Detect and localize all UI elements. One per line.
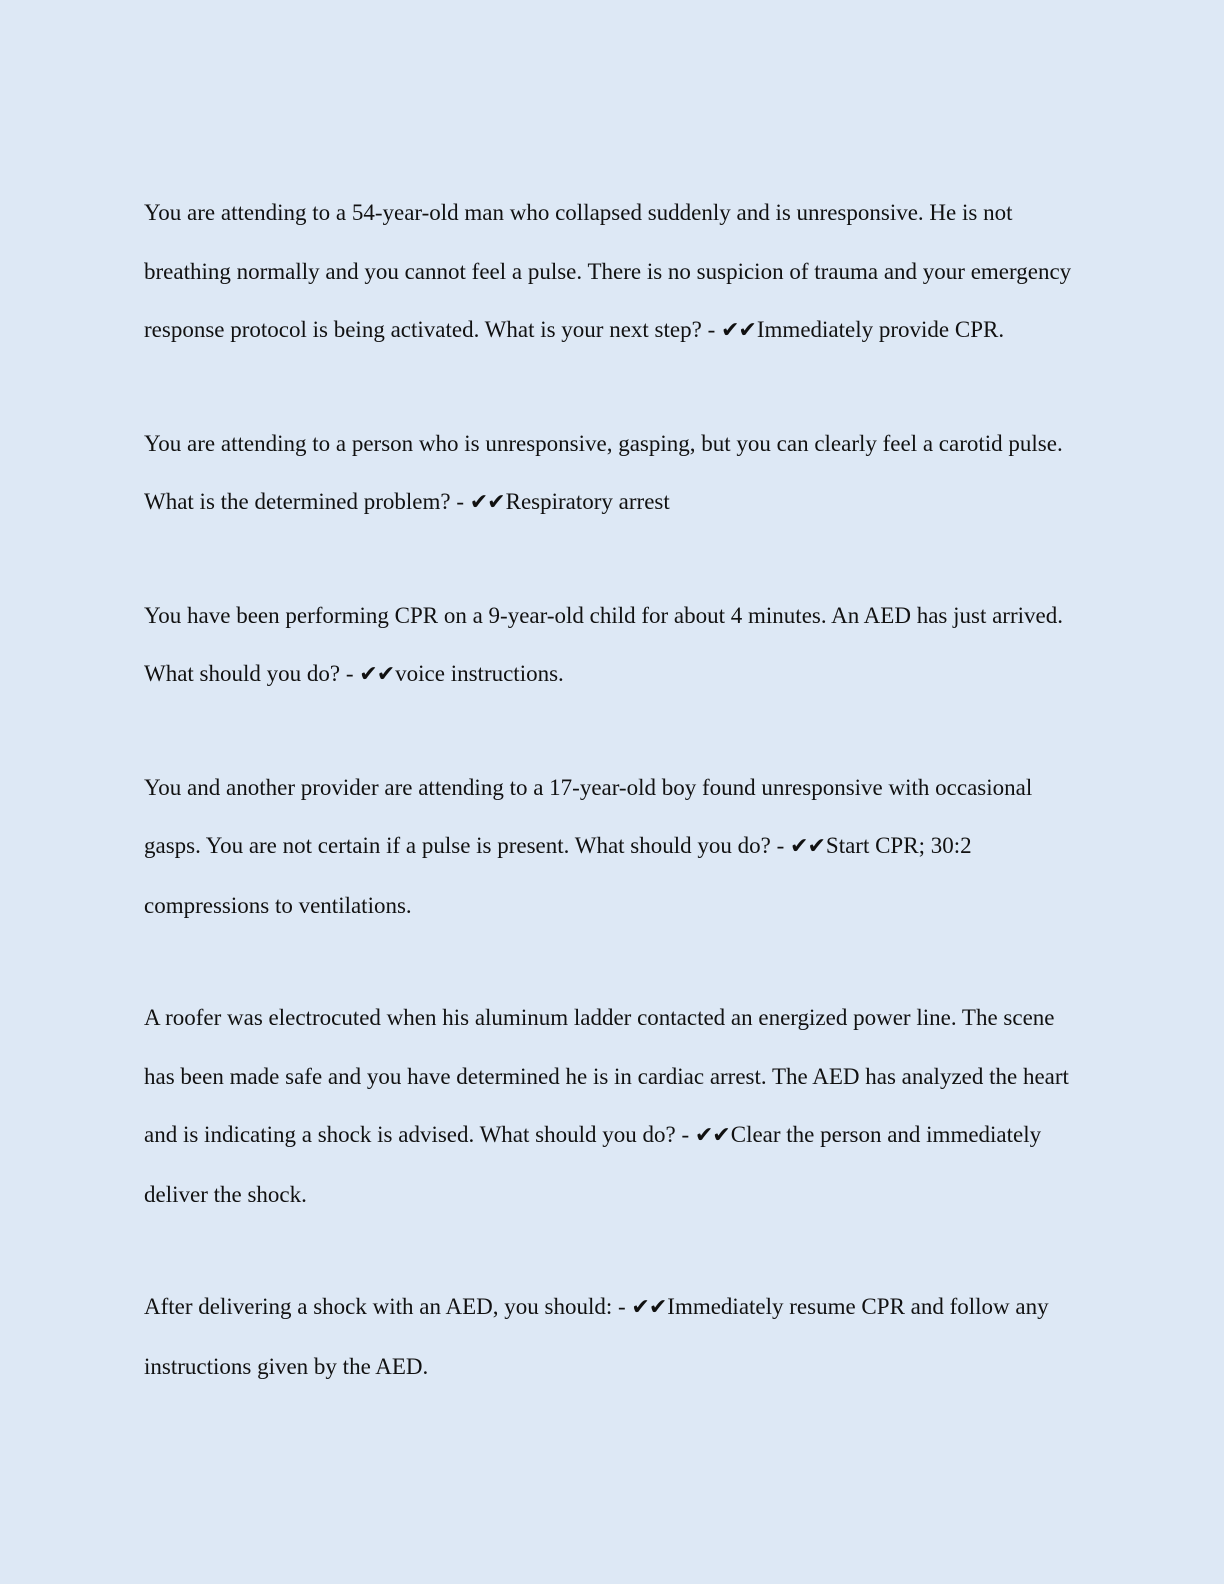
separator: - (675, 1122, 695, 1147)
answer-text: Immediately resume CPR and follow any instructions given by the AED. (144, 1294, 1049, 1379)
qa-item-6 (144, 1278, 1080, 1396)
answer-text: voice instructions. (395, 661, 564, 686)
answer-text: Start CPR; 30:2 compressions to ventilations. (144, 833, 972, 918)
separator: - (770, 833, 791, 858)
qa-item-2 (144, 415, 1080, 533)
double-check-icon: ✔✔ (359, 662, 395, 687)
separator: - (340, 661, 360, 686)
answer-text: Respiratory arrest (505, 489, 670, 514)
document-page (144, 184, 1080, 1450)
qa-item-3 (144, 587, 1080, 705)
question-text: You and another provider are attending to a 17-year-old boy found unresponsive with occasional gasps. You are not certain if a pulse is present. What should you do? (144, 774, 1033, 858)
qa-item-5 (144, 989, 1080, 1224)
qa-item-4 (144, 759, 1080, 936)
double-check-icon: ✔✔ (721, 318, 756, 343)
answer-text: Clear the person and immediately deliver the shock. (144, 1122, 1042, 1207)
question-text: You are attending to a 54-year-old man who collapsed suddenly and is unresponsive. He is not breathing normally and you cannot feel a pulse. There is no suspicion of trauma and your emergency response protocol is being activated. What is your next step? (144, 200, 1072, 342)
double-check-icon: ✔✔ (694, 1123, 730, 1148)
answer-text: Immediately provide CPR. (756, 317, 1005, 342)
separator: - (612, 1294, 632, 1319)
double-check-icon: ✔✔ (631, 1295, 667, 1320)
qa-item-1 (144, 184, 1080, 361)
separator: - (450, 489, 470, 514)
question-text: A roofer was electrocuted when his aluminum ladder contacted an energized power line. The scene has been made safe and you have determined he is in cardiac arrest. The AED has analyzed the heart and is indicating a shock is advised. What should you do? (144, 1005, 1069, 1147)
double-check-icon: ✔✔ (790, 834, 825, 859)
question-text: You are attending to a person who is unresponsive, gasping, but you can clearly feel a carotid pulse. What is the determined problem? (144, 430, 1063, 514)
question-text: You have been performing CPR on a 9-year-old child for about 4 minutes. An AED has just arrived. What should you do? (144, 602, 1063, 686)
question-text: After delivering a shock with an AED, you should: (144, 1294, 613, 1319)
separator: - (701, 317, 721, 342)
double-check-icon: ✔✔ (469, 490, 505, 515)
